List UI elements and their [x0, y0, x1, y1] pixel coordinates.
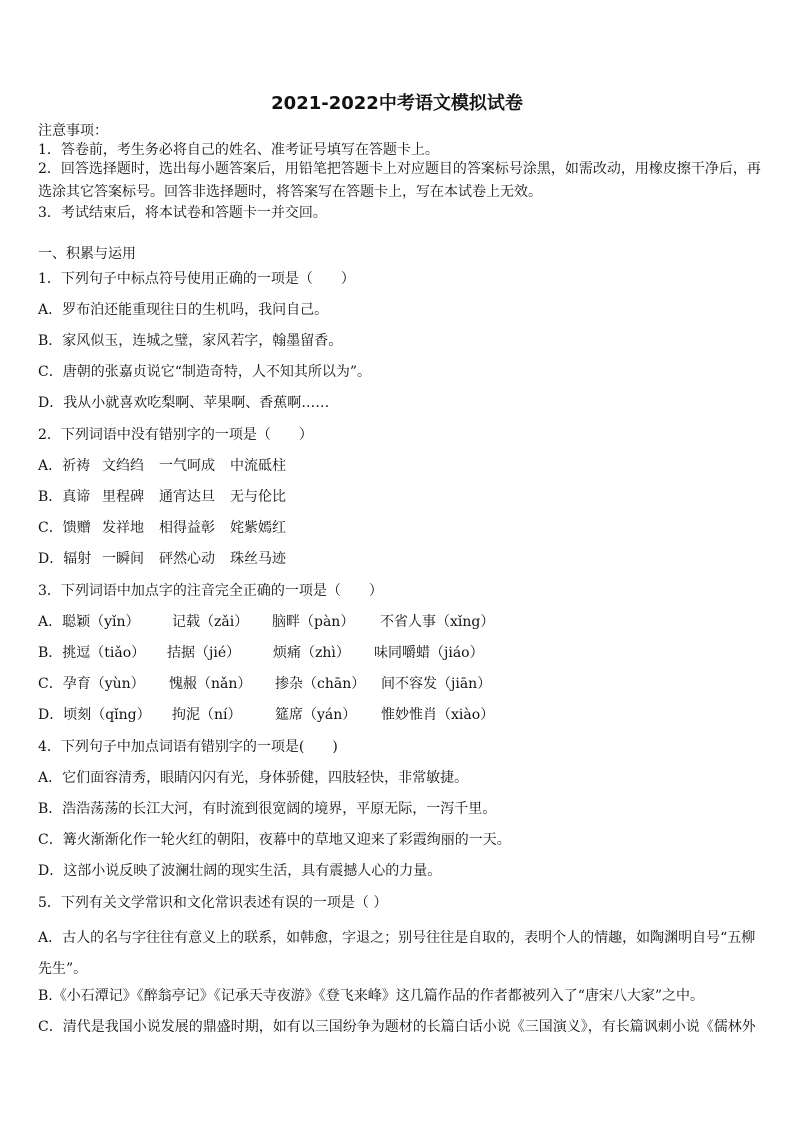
- q2-d-word-3: 砰然心动: [159, 551, 215, 567]
- q3-b-word-4: 味同嚼蜡（jiáo）: [374, 645, 484, 661]
- notice-heading: 注意事项：: [38, 123, 108, 139]
- q4-option-c: C．篝火渐渐化作一轮火红的朝阳，夜幕中的草地又迎来了彩霞绚丽的一天。: [38, 832, 511, 848]
- q3-d-word-2: 拘泥（ní）: [172, 707, 242, 723]
- q3-d-word-1: D．顷刻（qǐng）: [38, 707, 151, 723]
- q2-a-word-2: 文绉绉: [102, 458, 144, 474]
- q2-b-word-2: 里程碑: [102, 489, 144, 505]
- q1-option-c: C．唐朝的张嘉贞说它“制造奇特，人不知其所以为”。: [38, 364, 372, 380]
- q5-option-b: B.《小石潭记》《醉翁亭记》《记承天寺夜游》《登飞来峰》这几篇作品的作者都被列入了“唐宋八大家”之中。: [38, 988, 705, 1004]
- q5-option-a: A．古人的名与字往往有意义上的联系，如韩愈，字退之；别号往往是自取的，表明个人的情趣，如陶渊明自号“五柳先生”。: [38, 930, 756, 977]
- q4-stem: 4．下列句子中加点词语有错别字的一项是( ): [38, 739, 338, 755]
- q2-d-word-4: 珠丝马迹: [230, 551, 286, 567]
- notice-item-1: 1．答卷前，考生务必将自己的姓名、准考证号填写在答题卡上。: [38, 142, 439, 158]
- q3-d-word-3: 筵席（yán）: [275, 707, 357, 723]
- q4-option-b: B．浩浩荡荡的长江大河，有时流到很宽阔的境界，平原无际，一泻千里。: [38, 801, 497, 817]
- q3-a-word-3: 脑畔（pàn）: [272, 614, 355, 630]
- notice-item-2: 2．回答选择题时，选出每小题答案后，用铅笔把答题卡上对应题目的答案标号涂黑，如需改动，用橡皮擦干净后，再选涂其它答案标号。回答非选择题时，将答案写在答题卡上，写在本试卷上无效。: [38, 161, 761, 200]
- q2-b-word-4: 无与伦比: [230, 489, 286, 505]
- q3-b-word-2: 拮据（jié）: [167, 645, 241, 661]
- q1-option-d: D．我从小就喜欢吃梨啊、苹果啊、香蕉啊……: [38, 395, 330, 411]
- q2-c-word-2: 发祥地: [102, 520, 144, 536]
- q2-option-a: [38, 455, 762, 477]
- q2-d-word-1: D．辐射: [38, 551, 92, 567]
- q3-a-word-2: 记载（zǎi）: [172, 614, 249, 630]
- q3-b-word-3: 烦痛（zhì）: [273, 645, 350, 661]
- q2-c-word-1: C．馈赠: [38, 520, 91, 536]
- q2-option-b: [38, 486, 762, 508]
- q3-d-word-4: 惟妙惟肖（xiào）: [381, 707, 495, 723]
- q5-stem: 5．下列有关文学常识和文化常识表述有误的一项是（ ）: [38, 895, 388, 911]
- q3-option-b: [38, 642, 762, 664]
- q3-a-word-1: A．聪颖（yǐn）: [38, 614, 140, 630]
- q1-stem: 1．下列句子中标点符号使用正确的一项是（ ）: [38, 271, 355, 287]
- q2-option-d: [38, 548, 762, 570]
- q1-option-b: B．家风似玉，连城之璧，家风若字，翰墨留香。: [38, 333, 343, 349]
- q2-stem: 2．下列词语中没有错别字的一项是（ ）: [38, 427, 313, 443]
- notice-item-3: 3．考试结束后，将本试卷和答题卡一并交回。: [38, 205, 327, 221]
- q2-b-word-3: 通宵达旦: [159, 489, 215, 505]
- q1-option-a: A．罗布泊还能重现往日的生机吗，我问自己。: [38, 302, 329, 318]
- q3-b-word-1: B．挑逗（tiǎo）: [38, 645, 146, 661]
- page-title: 2021-2022中考语文模拟试卷: [271, 93, 523, 114]
- q3-c-word-1: C．孕育（yùn）: [38, 676, 145, 692]
- q3-c-word-3: 掺杂（chān）: [275, 676, 366, 692]
- q4-option-a: A．它们面容清秀，眼睛闪闪有光，身体骄健，四肢轻快，非常敏捷。: [38, 770, 469, 786]
- q3-a-word-4: 不省人事（xǐng）: [380, 614, 495, 630]
- q3-c-word-4: 间不容发（jiān）: [381, 676, 492, 692]
- q3-option-d: [38, 704, 762, 726]
- q2-option-c: [38, 517, 762, 539]
- q2-d-word-2: 一瞬间: [102, 551, 144, 567]
- section-heading: 一、积累与运用: [38, 246, 136, 262]
- q2-a-word-1: A．祈祷: [38, 458, 91, 474]
- q5-option-c: C．清代是我国小说发展的鼎盛时期，如有以三国纷争为题材的长篇白话小说《三国演义》，有长篇讽刺小说《儒林外: [38, 1019, 756, 1035]
- q3-c-word-2: 愧赧（nǎn）: [169, 676, 252, 692]
- q3-stem: 3．下列词语中加点字的注音完全正确的一项是（ ）: [38, 583, 383, 599]
- q2-a-word-3: 一气呵成: [159, 458, 215, 474]
- q2-c-word-3: 相得益彰: [159, 520, 215, 536]
- q2-c-word-4: 姹紫嫣红: [230, 520, 286, 536]
- q2-a-word-4: 中流砥柱: [230, 458, 286, 474]
- q3-option-a: [38, 611, 762, 633]
- q3-option-c: [38, 673, 762, 695]
- q4-option-d: D．这部小说反映了波澜壮阔的现实生活，具有震撼人心的力量。: [38, 863, 442, 879]
- q2-b-word-1: B．真谛: [38, 489, 91, 505]
